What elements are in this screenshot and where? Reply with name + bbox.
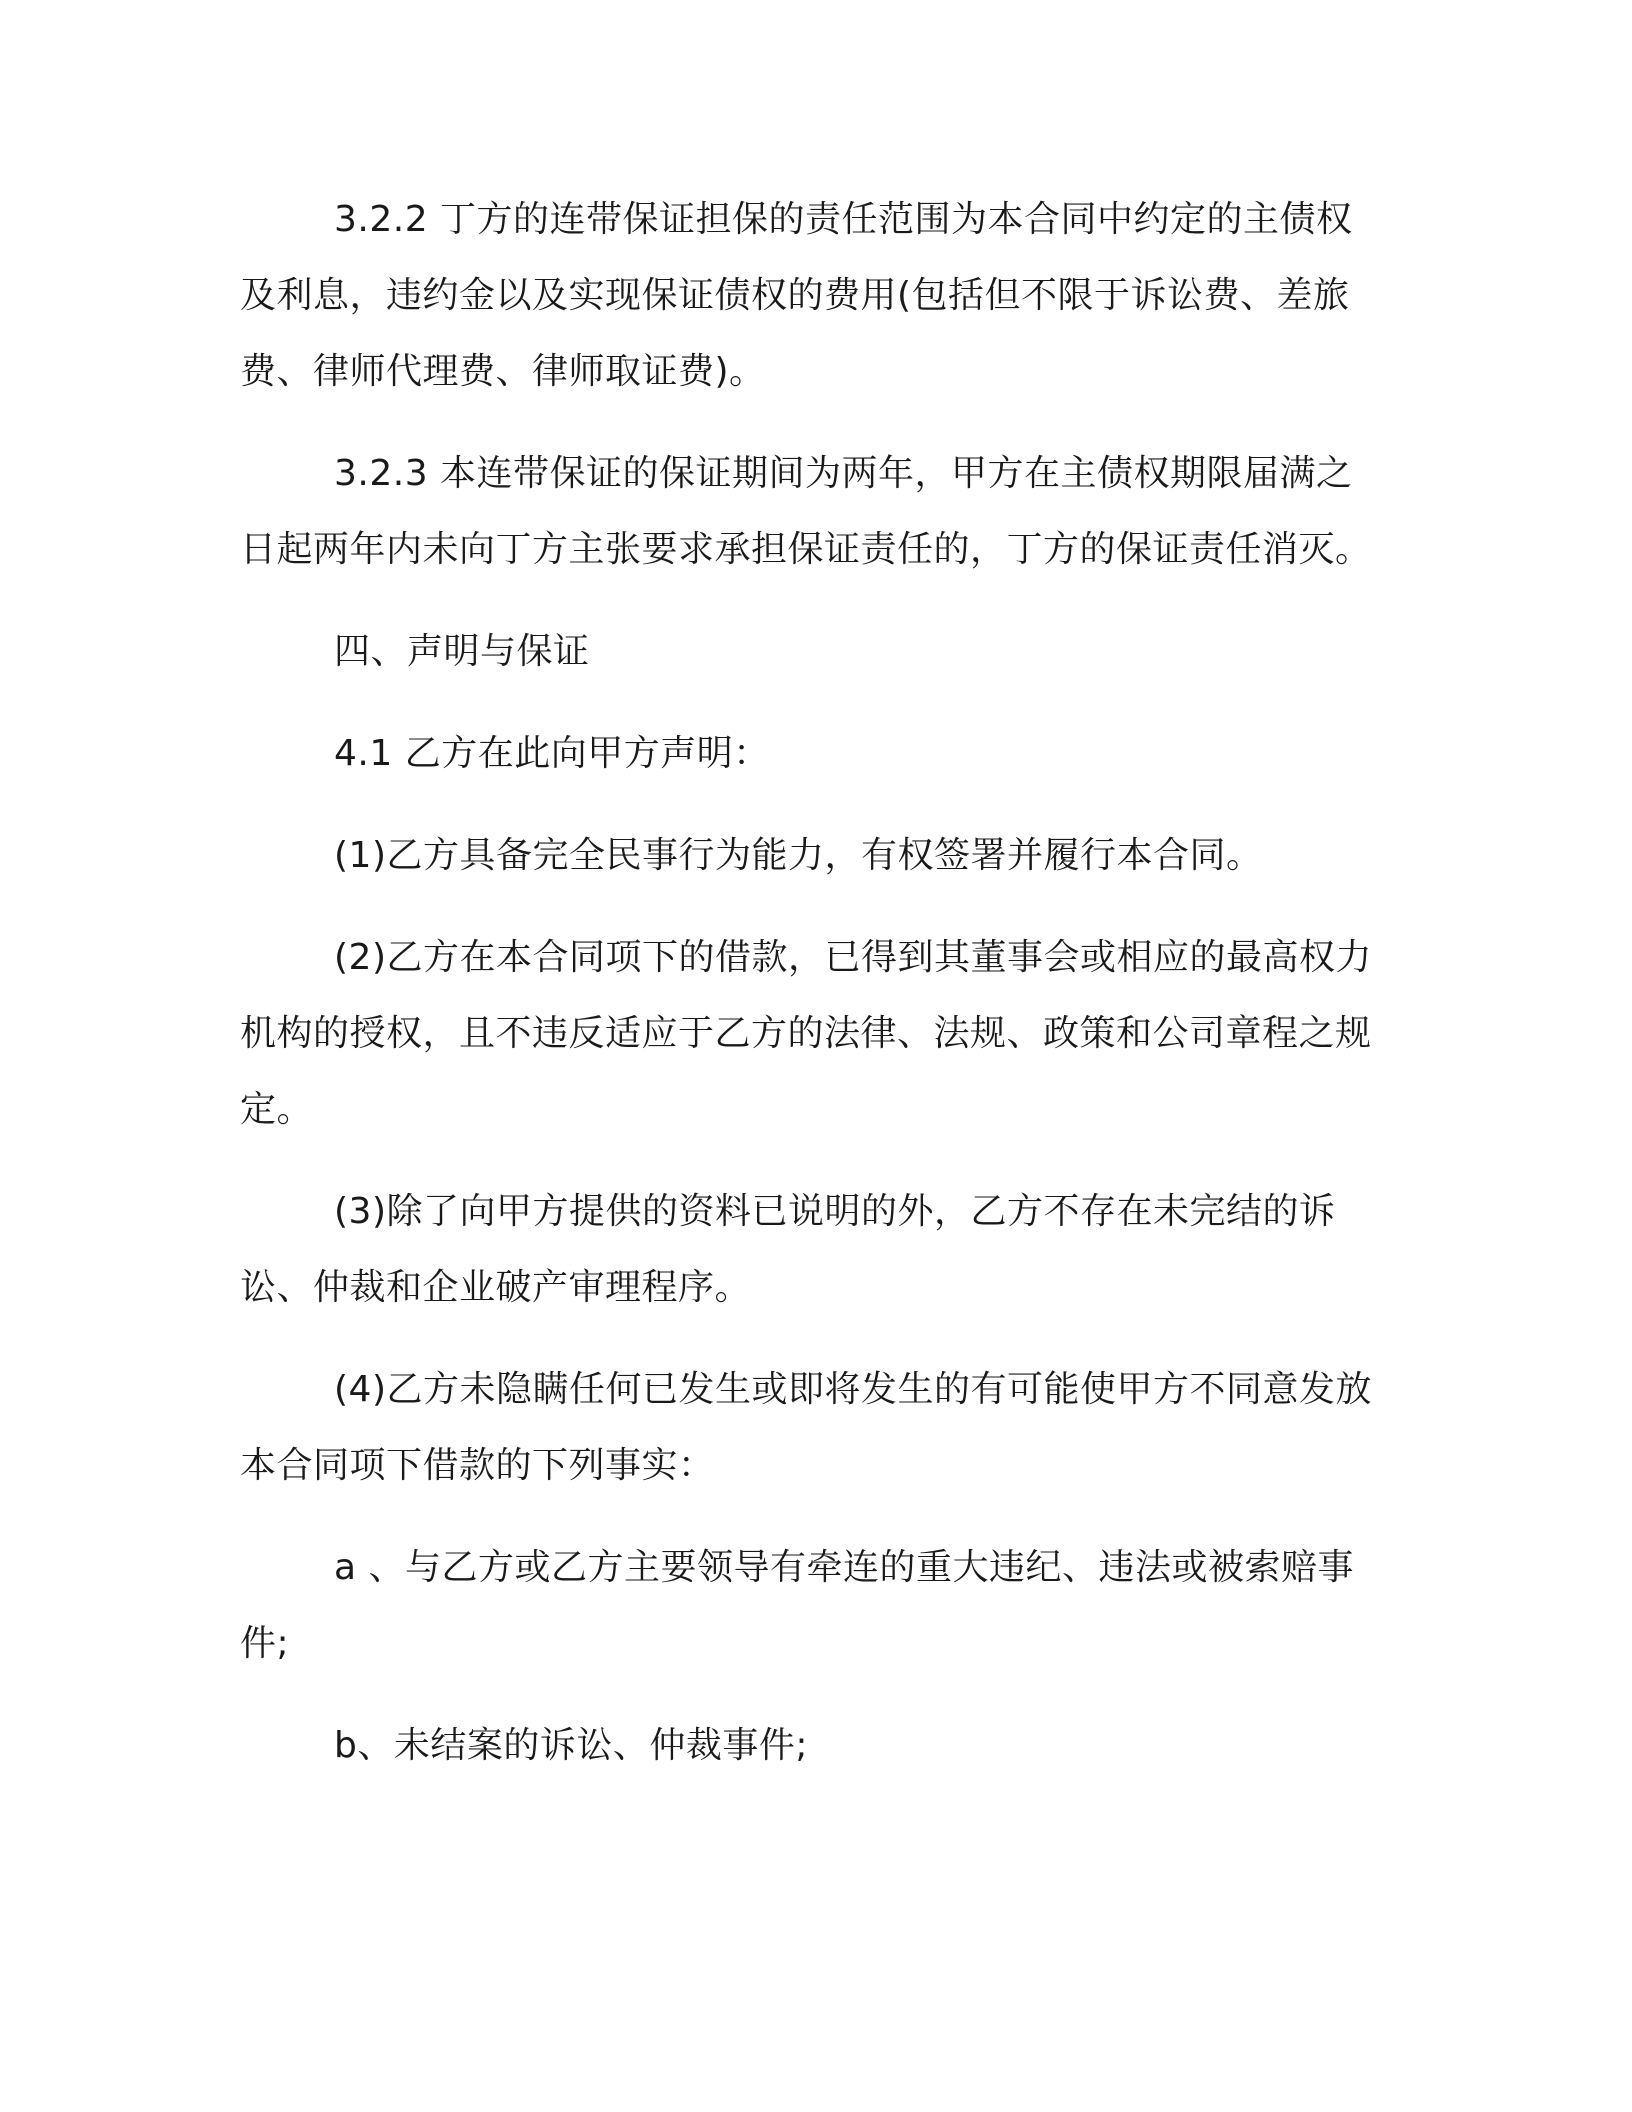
item-3: (3)除了向甲方提供的资料已说明的外，乙方不存在未完结的诉讼、仲裁和企业破产审理程序。 <box>240 1191 1336 1308</box>
item-1: (1)乙方具备完全民事行为能力，有权签署并履行本合同。 <box>334 835 1263 876</box>
clause-3-2-2: 3.2.2 丁方的连带保证担保的责任范围为本合同中约定的主债权及利息，违约金以及实现保证债权的费用(包括但不限于诉讼费、差旅费、律师代理费、律师取证费)。 <box>240 199 1353 392</box>
document-body <box>240 182 1380 1810</box>
clause-3-2-3: 3.2.3 本连带保证的保证期间为两年，甲方在主债权期限届满之日起两年内未向丁方主张要求承担保证责任的，丁方的保证责任消灭。 <box>240 453 1372 570</box>
item-2: (2)乙方在本合同项下的借款，已得到其董事会或相应的最高权力机构的授权，且不违反适应于乙方的法律、法规、政策和公司章程之规定。 <box>240 937 1372 1130</box>
sub-item-b: b、未结案的诉讼、仲裁事件; <box>334 1725 808 1766</box>
sub-item-a: a 、与乙方或乙方主要领导有牵连的重大违纪、违法或被索赔事件; <box>240 1547 1355 1664</box>
section-heading-4: 四、声明与保证 <box>334 631 590 672</box>
clause-4-1: 4.1 乙方在此向甲方声明： <box>334 733 770 774</box>
item-4: (4)乙方未隐瞒任何已发生或即将发生的有可能使甲方不同意发放本合同项下借款的下列事实： <box>240 1369 1372 1486</box>
